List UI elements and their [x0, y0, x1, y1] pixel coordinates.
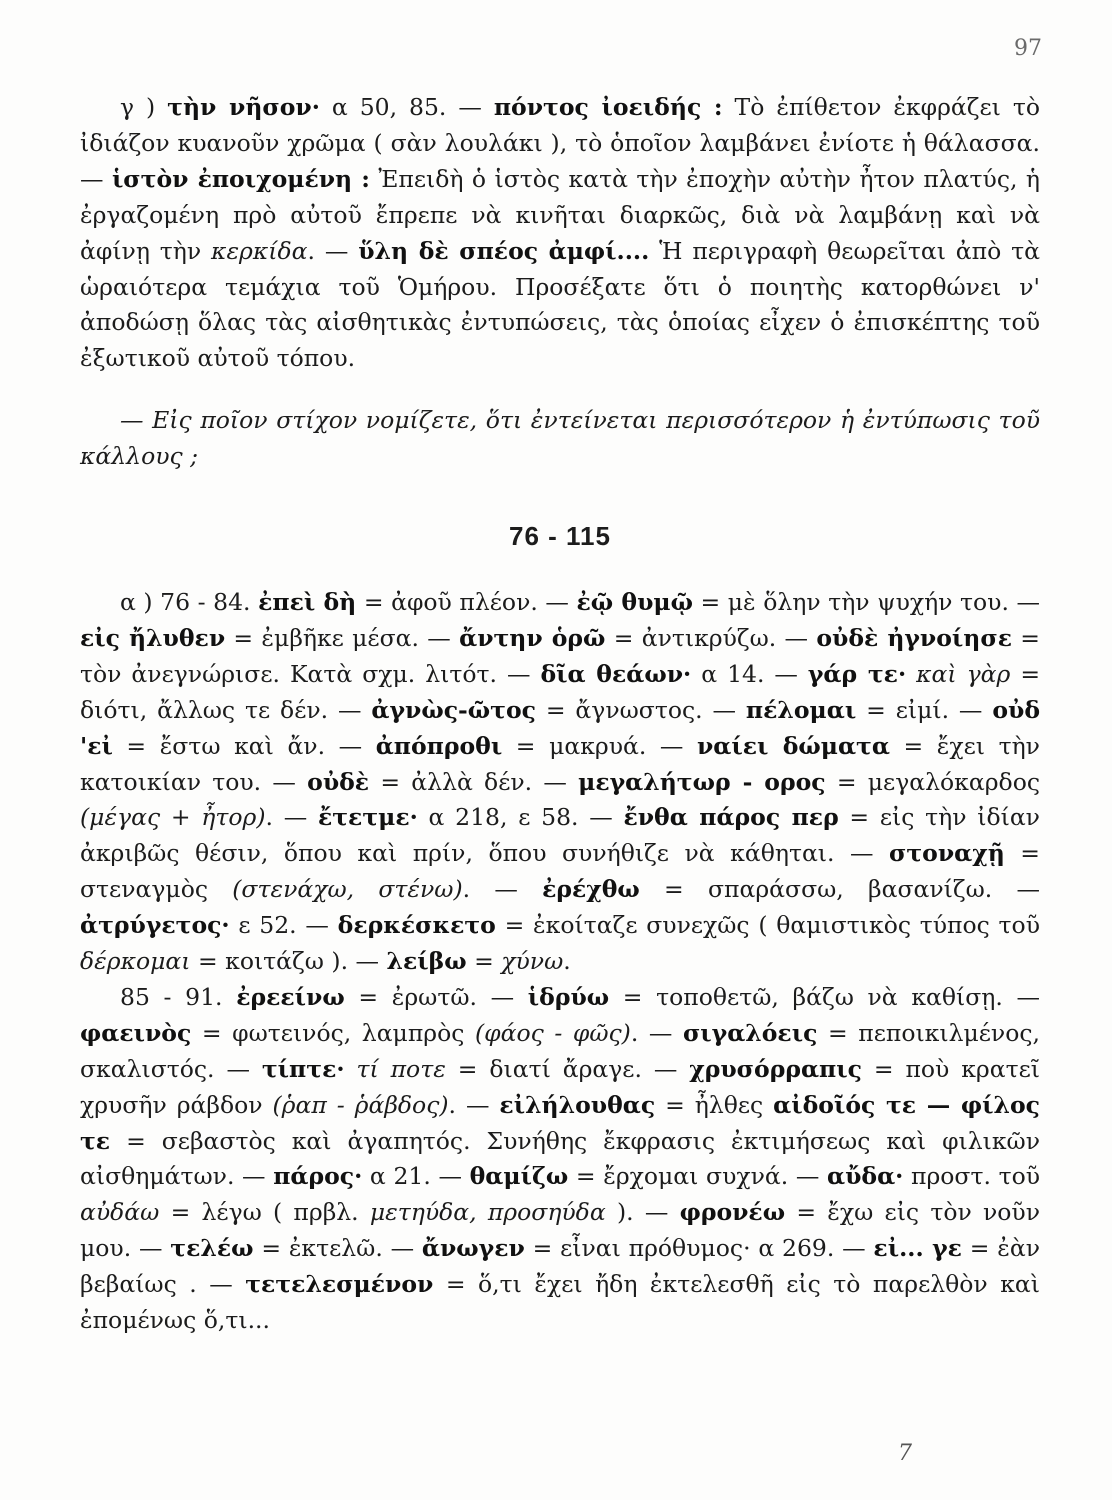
gloss: Τὸ ἐπίθετον ἐκφράζει τὸ ἰδιάζον κυανοῦν χρῶμα ( σὰν λουλάκι ), τὸ ὁποῖον λαμβάνει ἐνίοτε ἡ θάλασσα. — — [80, 93, 1040, 193]
gloss: = φωτεινός, λαμπρὸς — [191, 1018, 475, 1047]
italic-term: (ῥαπ - ῥάβδος) — [272, 1090, 449, 1119]
lemma: μεγαλήτωρ - ορος — [578, 767, 826, 796]
gloss: = ἐμβῆκε μέσα. — — [225, 623, 460, 652]
gloss: = σπαράσσω, βασανίζω. — — [639, 875, 1040, 904]
italic-term: (στενάχω, στένω) — [232, 875, 463, 904]
gloss: = στεναγμὸς — [80, 839, 1040, 904]
italic-term: μετηύδα, προσηύδα — [369, 1198, 606, 1227]
gloss: ). — — [605, 1198, 680, 1227]
lemma: στοναχῇ — [889, 839, 1005, 868]
lemma: εἰλήλουθας — [499, 1090, 656, 1119]
gloss: = ἐρωτῶ. — — [344, 982, 528, 1011]
paragraph-alpha — [80, 585, 1040, 980]
lemma: γάρ τε· — [807, 659, 907, 688]
gloss: = — [466, 947, 502, 976]
paragraph-85-91 — [80, 980, 1040, 1339]
italic-term: αὐδάω — [80, 1198, 160, 1227]
gloss: = ἔχω εἰς τὸν νοῦν μου. — — [80, 1198, 1040, 1263]
lemma: τίπτε· — [261, 1054, 345, 1083]
gloss: = ποὺ κρατεῖ χρυσῆν ράβδον — [80, 1054, 1041, 1119]
lemma: ἱστὸν ἐποιχομένη : — [111, 164, 370, 193]
lemma: ἐῷ θυμῷ — [576, 587, 693, 616]
lemma: εἰ... γε — [873, 1234, 962, 1263]
italic-term: καὶ γὰρ — [906, 659, 1011, 688]
page-number: 97 — [1014, 36, 1042, 61]
lemma: οὐδ 'εἰ — [80, 695, 1040, 760]
gloss: = ἔστω καὶ ἄν. — — [112, 731, 376, 760]
gloss: 85 - 91. — [120, 982, 237, 1011]
gloss: = ὅ,τι ἔχει ἤδη ἐκτελεσθῆ εἰς τὸ παρελθὸν καὶ ἐπομένως ὅ,τι... — [80, 1270, 1040, 1335]
italic-term: χύνω — [501, 947, 564, 976]
lemma: λείβω — [386, 947, 467, 976]
lemma: οὐδὲ — [307, 767, 370, 796]
paragraph-gamma — [80, 90, 1040, 377]
gloss: . — — [630, 1018, 683, 1047]
gloss: = ἐκτελῶ. — — [253, 1234, 422, 1263]
lemma: θαμίζω — [469, 1162, 569, 1191]
lemma: δῖα θεάων· — [540, 659, 692, 688]
italic-term: δέρκομαι — [80, 947, 191, 976]
lemma: ἄντην ὁρῶ — [459, 623, 606, 652]
lemma: τελέω — [170, 1234, 254, 1263]
italic-term: (φάος - φῶς) — [474, 1018, 631, 1047]
gloss: = τοποθετῶ, βάζω νὰ καθίσῃ. — — [609, 982, 1040, 1011]
gloss: . — — [448, 1090, 500, 1119]
paragraph-label: γ ) — [120, 93, 168, 121]
lemma: ἐρέχθω — [542, 875, 640, 904]
gloss: α ) 76 - 84. — [120, 587, 259, 616]
lemma: χρυσόρραπις — [689, 1054, 862, 1083]
gloss: προστ. τοῦ — [903, 1162, 1041, 1191]
lemma: φρονέω — [679, 1198, 786, 1227]
study-question: — Εἰς ποῖον στίχον νομίζετε, ὅτι ἐντείνεται περισσότερον ἡ ἐντύπωσις τοῦ κάλλους ; — [80, 406, 1040, 471]
lemma: ναίει δώματα — [697, 731, 890, 760]
lemma: πάρος· — [273, 1162, 363, 1191]
lemma: δερκέσκετο — [337, 911, 496, 940]
gloss: α 50, 85. — — [319, 93, 494, 121]
lemma: οὐδὲ ἠγνοίησε — [816, 623, 1012, 652]
italic-term: (μέγας + ἦτορ) — [80, 803, 266, 832]
gloss: = ἄγνωστος. — — [535, 695, 746, 724]
gloss: = διατί ἄραγε. — — [445, 1054, 690, 1083]
lemma: αὔδα· — [827, 1162, 904, 1191]
gloss: Ἡ περιγραφὴ θεωρεῖται ἀπὸ τὰ ὡραιότερα τεμάχια τοῦ Ὁμήρου. Προσέξατε ὅτι ὁ ποιητὴς κατορθώνει ν' ἀποδώσῃ ὅλας τὰς αἰσθητικὰς ἐντυπώσεις, τὰς ὁποίας εἶχεν ὁ ἐπισκέπτης τοῦ ἐξωτικοῦ αὐτοῦ τόπου. — [80, 236, 1040, 373]
gloss: . — — [265, 803, 318, 832]
gloss: = μακρυά. — — [502, 731, 697, 760]
lemma: ἔνθα πάρος περ — [623, 803, 839, 832]
gloss: = κοιτάζω ). — — [190, 947, 387, 976]
lemma: σιγαλόεις — [682, 1018, 818, 1047]
lemma: ἐπεὶ δὴ — [258, 587, 357, 616]
gloss: = μὲ ὅλην τὴν ψυχήν του. — — [692, 587, 1040, 616]
lemma: ἀπόπροθι — [375, 731, 503, 760]
body-text — [80, 90, 1040, 1339]
lemma: ἄνωγεν — [421, 1234, 525, 1263]
lemma: πέλομαι — [745, 695, 857, 724]
gloss: = εἶναι πρόθυμος· α 269. — — [524, 1234, 874, 1263]
gloss: α 14. — — [691, 659, 808, 688]
gloss: = εἰμί. — — [856, 695, 993, 724]
gloss: = μεγαλόκαρδος — [825, 767, 1040, 796]
lemma: ἔτετμε· — [317, 803, 418, 832]
lemma: ἀτρύγετος· — [80, 911, 230, 940]
section-heading: 76 - 115 — [509, 521, 611, 552]
lemma: πόντος ἰοειδής : — [493, 93, 723, 121]
italic-term: τί ποτε — [344, 1054, 446, 1083]
lemma: ἀγνὼς-ῶτος — [371, 695, 536, 724]
gloss: = ἐκοίταζε συνεχῶς ( θαμιστικὸς τύπος τοῦ — [495, 911, 1040, 940]
gloss: = εἰς τὴν ἰδίαν ἀκριβῶς θέσιν, ὅπου καὶ πρίν, ὅπου συνήθιζε νὰ κάθηται. — — [80, 803, 1040, 868]
gloss: = τὸν ἀνεγνώρισε. Κατὰ σχμ. λιτότ. — — [80, 623, 1040, 688]
gloss: α 21. — — [362, 1162, 470, 1191]
gloss: . — — [307, 236, 359, 265]
italic-term: κερκίδα — [211, 236, 308, 265]
gloss: . — [563, 947, 571, 976]
lemma: ὕλη δὲ σπέος ἀμφί.... — [358, 236, 650, 265]
lemma: ἱδρύω — [527, 982, 610, 1011]
gloss: = ἀφοῦ πλέον. — — [356, 587, 577, 616]
gloss: = ἀντικρύζω. — — [605, 623, 817, 652]
gloss: = πεποικιλμένος, σκαλιστός. — — [80, 1018, 1040, 1083]
gloss: = ἔχει τὴν κατοικίαν του. — — [80, 731, 1040, 796]
gloss: ε 52. — — [229, 911, 338, 940]
gloss: = σεβαστὸς καὶ ἀγαπητός. Συνήθης ἔκφρασις ἐκτιμήσεως καὶ φιλικῶν αἰσθημάτων. — — [80, 1126, 1040, 1191]
signature-mark: 7 — [898, 1441, 912, 1466]
lemma: φαεινὸς — [80, 1018, 192, 1047]
lemma: ἐρεείνω — [236, 982, 345, 1011]
gloss: α 218, ε 58. — — [417, 803, 624, 832]
lemma: αἰδοῖός τε — φίλος τε — [80, 1090, 1040, 1155]
gloss: = ἦλθες — [655, 1090, 774, 1119]
gloss: = ἐὰν βεβαίως . — — [80, 1234, 1040, 1299]
gloss: = διότι, ἄλλως τε δέν. — — [80, 659, 1041, 724]
gloss: . — — [462, 875, 543, 904]
gloss: Ἐπειδὴ ὁ ἱστὸς κατὰ τὴν ἐποχὴν αὐτὴν ἦτον πλατύς, ἡ ἐργαζομένη πρὸ αὐτοῦ ἔπρεπε νὰ κινῆται διαρκῶς, διὰ νὰ λαμβάνῃ καὶ νὰ ἀφίνῃ τὴν — [80, 164, 1040, 265]
lemma: τὴν νῆσον· — [167, 93, 320, 121]
gloss: = ἔρχομαι συχνά. — — [568, 1162, 828, 1191]
lemma: τετελεσμένον — [245, 1270, 434, 1299]
gloss: = λέγω ( πρβλ. — [159, 1198, 370, 1227]
gloss: = ἀλλὰ δέν. — — [369, 767, 579, 796]
lemma: εἰς ἤλυθεν — [80, 623, 226, 652]
